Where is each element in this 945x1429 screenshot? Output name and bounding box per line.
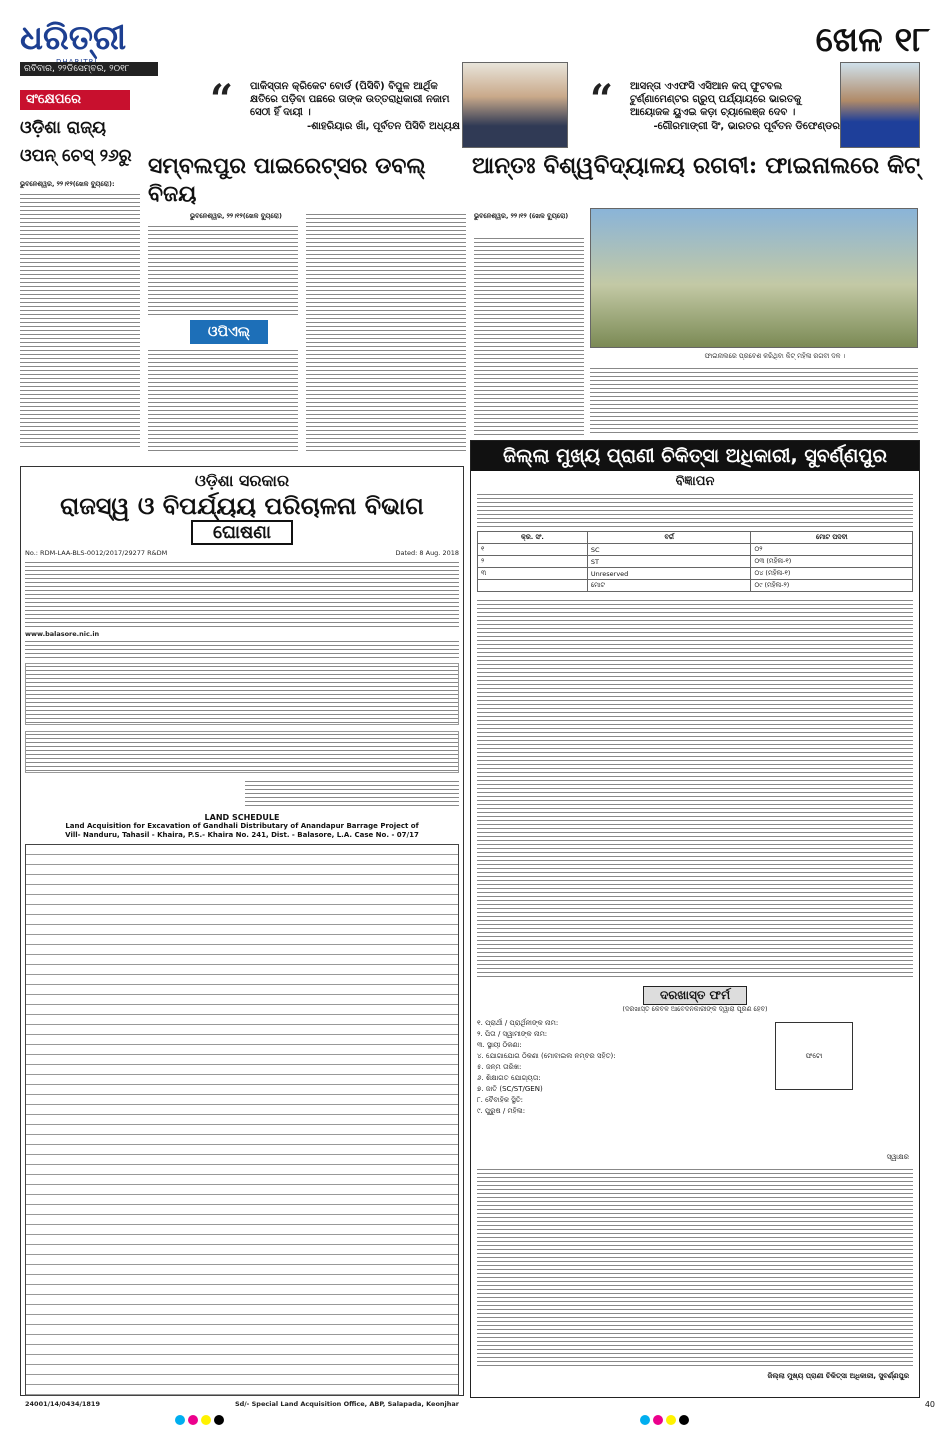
vacancy-table xyxy=(477,531,913,592)
story1-ad-tag: ଓପିଏଲ୍ xyxy=(190,320,268,344)
photo-label: ଫଟୋ xyxy=(805,1051,823,1060)
vacancy-title: ବିଜ୍ଞାପନ xyxy=(675,474,715,489)
quote-attribution-1: -ଶାହରିୟାର ଖାଁ, ପୂର୍ବତନ ପିସିବି ଅଧ୍ୟକ୍ଷ xyxy=(306,121,460,132)
black-dot-icon xyxy=(679,1415,689,1425)
table-cell: ST xyxy=(587,556,751,568)
notice-department: ରାଜସ୍ୱ ଓ ବିପର୍ଯ୍ୟୟ ପରିଚାଳନା ବିଭାଗ xyxy=(60,491,424,520)
vacancy-advertisement xyxy=(470,440,920,1398)
table-row xyxy=(478,556,913,568)
story2-headline: ଆନ୍ତଃ ବିଶ୍ୱବିଦ୍ୟାଳୟ ରଗବୀ: ଫାଇନାଲରେ କିଟ୍ xyxy=(472,152,921,179)
yellow-dot-icon xyxy=(666,1415,676,1425)
form-field: ୬. ଶିକ୍ଷାଗତ ଯୋଗ୍ୟତା: xyxy=(477,1074,541,1082)
story2-byline: ଭୁବନେଶ୍ୱର, ୨୨।୧୨ (ଖେଳ ବ୍ୟୁରୋ) xyxy=(474,212,569,220)
notice-inner-table-a xyxy=(25,663,459,725)
table-cell: ୦୩ (ମହିଳା-୧) xyxy=(751,556,913,568)
table-row xyxy=(478,544,913,556)
story2-body-col2 xyxy=(590,366,918,436)
vacancy-eligibility-text xyxy=(477,598,913,978)
table-cell: SC xyxy=(587,544,751,556)
notice-website: www.balasore.nic.in xyxy=(25,630,100,638)
portrait-photo-2 xyxy=(840,62,920,148)
cyan-dot-icon xyxy=(175,1415,185,1425)
magenta-dot-icon xyxy=(188,1415,198,1425)
form-field: ୮. ବୈବାହିକ ସ୍ଥିତି: xyxy=(477,1096,524,1104)
form-field: ୭. ଜାତି (SC/ST/GEN) xyxy=(477,1085,543,1093)
vacancy-table-header: ବର୍ଗ xyxy=(587,532,751,544)
brief-tag: ସଂକ୍ଷେପରେ xyxy=(20,90,130,110)
vacancy-header: ଜିଲ୍ଲା ମୁଖ୍ୟ ପ୍ରାଣୀ ଚିକିତ୍ସା ଅଧିକାରୀ, ସୁବର୍ଣ୍ଣପୁର xyxy=(471,441,919,471)
section-title: ଖେଳ xyxy=(815,20,883,60)
notice-government: ଓଡ଼ିଶା ସରକାର xyxy=(194,471,290,490)
story1-byline: ଭୁବନେଶ୍ୱର, ୨୨।୧୨(ଖେଳ ବ୍ୟୁରୋ) xyxy=(190,212,282,220)
table-cell xyxy=(478,580,588,592)
application-form-title: ଦରଖାସ୍ତ ଫର୍ମ xyxy=(643,986,747,1005)
table-cell: ୦୨ xyxy=(751,544,913,556)
notice-title: ଘୋଷଣା xyxy=(191,520,293,545)
table-cell: ୧ xyxy=(478,544,588,556)
print-color-marks xyxy=(175,1410,255,1422)
story1-body-col1 xyxy=(148,224,298,316)
vacancy-intro-text xyxy=(477,492,913,528)
table-cell: ୩ xyxy=(478,568,588,580)
form-field: ୨. ପିତା / ସ୍ୱାମୀଙ୍କ ନାମ: xyxy=(477,1030,548,1038)
quote-text-1: ପାକିସ୍ତାନ କ୍ରିକେଟ ବୋର୍ଡ (ପିସିବି) ବିପୁଳ ଆର୍ଥିକ କ୍ଷତିରେ ପଡ଼ିବା ପଛରେ ତାଙ୍କ ଉତ୍ତରାଧିକାରୀ ନଜାମ ସେଠୀ ହିଁ ଦାୟୀ । xyxy=(250,81,450,118)
table-cell: ୨ xyxy=(478,556,588,568)
notice-inner-table-b xyxy=(25,731,459,773)
quote-mark-icon: “ xyxy=(210,76,234,123)
story1-body-col1b xyxy=(148,348,298,452)
photo-placeholder xyxy=(775,1022,853,1090)
portrait-photo-1 xyxy=(462,62,568,148)
team-photo xyxy=(590,208,918,348)
corner-page-number: 40 xyxy=(924,1400,935,1409)
notice-body-text-2 xyxy=(25,639,459,659)
table-cell: Unreserved xyxy=(587,568,751,580)
notice-footer-code: 24001/14/0434/1819 xyxy=(25,1400,100,1408)
vacancy-table-header: କ୍ର. ସଂ. xyxy=(478,532,588,544)
notice-body-text xyxy=(25,560,459,630)
notice-footer-signature: Sd/- Special Land Acquisition Office, ABP, Salapada, Keonjhar xyxy=(234,1400,459,1408)
form-field: ୩. ସ୍ଥାୟୀ ଠିକଣା: xyxy=(477,1041,522,1049)
vacancy-attachments-text xyxy=(477,1167,913,1367)
brief-headline: ଓଡ଼ିଶା ରାଜ୍ୟ ଓପନ୍ ଚେସ୍ ୨୬ରୁ xyxy=(20,118,132,166)
table-cell: ୦୯ (ମହିଳା-୨) xyxy=(751,580,913,592)
black-dot-icon xyxy=(214,1415,224,1425)
table-cell: ମୋଟ xyxy=(587,580,751,592)
magenta-dot-icon xyxy=(653,1415,663,1425)
quote-text-2: ଆସନ୍ତା ଏଏଫସି ଏସିଆନ କପ୍ ଫୁଟବଲ ଟୁର୍ଣ୍ଣାମେଣ୍ଟର ଗ୍ରୁପ୍ ପର୍ଯ୍ୟାୟରେ ଭାରତକୁ ଆୟୋଜକ ୟୁଏଇ କଡ଼ା ଚ୍ୟାଲେଞ୍ଜ ଦେବ । xyxy=(630,81,802,118)
land-schedule-subtitle: Land Acquisition for Excavation of Gandhali Distributary of Anandapur Barrage Project of Vill- Nanduru, Tahasil - Khaira, P.S.- Khaira No. 241, Dist. - Balasore, L.A. Case No. - 07/17 xyxy=(65,822,419,839)
quote-block-1 xyxy=(210,76,460,142)
story2-body-col1 xyxy=(474,236,584,436)
form-field: ୧. ପ୍ରାର୍ଥୀ / ପ୍ରାର୍ଥିନୀଙ୍କ ନାମ: xyxy=(477,1019,559,1027)
application-form-note: (ଦରଖାସ୍ତ କେବଳ ଆବେଦନକାରୀଙ୍କ ଦ୍ୱାରା ପୂରଣ ହେବ) xyxy=(622,1005,768,1013)
land-acquisition-notice xyxy=(20,466,464,1408)
table-row xyxy=(478,568,913,580)
form-field: ୪. ଯୋଗାଯୋଗ ଠିକଣା (ମୋବାଇଲ ନମ୍ବର ସହିତ): xyxy=(477,1052,616,1060)
page-number: ୧୮ xyxy=(894,20,930,60)
issue-date: ରବିବାର, ୨୨ଡିସେମ୍ବର, ୨୦୧୮ xyxy=(20,62,158,76)
table-row xyxy=(478,580,913,592)
table-cell: ୦୪ (ମହିଳା-୧) xyxy=(751,568,913,580)
cyan-dot-icon xyxy=(640,1415,650,1425)
office-signature: ଜିଲ୍ଲା ମୁଖ୍ୟ ପ୍ରାଣୀ ଚିକିତ୍ସା ଅଧିକାରୀ, ସୁବର୍ଣ୍ଣପୁର xyxy=(767,1372,909,1380)
newspaper-logo: ଧରିତ୍ରୀ xyxy=(20,18,127,58)
notice-signature-text xyxy=(245,779,459,809)
form-field: ୫. ଜନ୍ମ ତାରିଖ: xyxy=(477,1063,522,1071)
story1-headline: ସମ୍ବଲପୁର ପାଇରେଟ୍ସର ଡବଲ୍ ବିଜୟ xyxy=(148,153,426,207)
land-schedule-title: LAND SCHEDULE xyxy=(204,813,280,822)
form-field: ୯. ପୁରୁଷ / ମହିଳା: xyxy=(477,1107,526,1115)
photo-caption: ଫାଇନାଲରେ ପ୍ରବେଶ କରିଥିବା କିଟ୍ ମହିଳା ରଗବୀ ଦଳ । xyxy=(704,352,846,360)
yellow-dot-icon xyxy=(201,1415,211,1425)
story1-body-col2 xyxy=(306,212,466,452)
land-schedule-table xyxy=(25,844,459,1396)
quote-block-2 xyxy=(590,76,840,142)
vacancy-table-header: ମୋଟ ପଦବୀ xyxy=(751,532,913,544)
print-color-marks xyxy=(640,1410,720,1422)
applicant-signature: ସ୍ୱାକ୍ଷର xyxy=(886,1153,909,1161)
brief-byline: ଭୁବନେଶ୍ୱର, ୨୨।୧୨(ଖେଳ ବ୍ୟୁରୋ): xyxy=(20,180,115,188)
quote-attribution-2: -ଗୌରମାଙ୍ଗୀ ସିଂ, ଭାରତର ପୂର୍ବତନ ଡିଫେଣ୍ଡର xyxy=(653,121,840,132)
notice-date: Dated: 8 Aug. 2018 xyxy=(395,549,459,557)
quote-mark-icon: “ xyxy=(590,76,614,123)
notice-ref-number: No.: RDM-LAA-BLS-0012/2017/29277 R&DM xyxy=(25,549,168,557)
brief-body-text xyxy=(20,192,140,450)
